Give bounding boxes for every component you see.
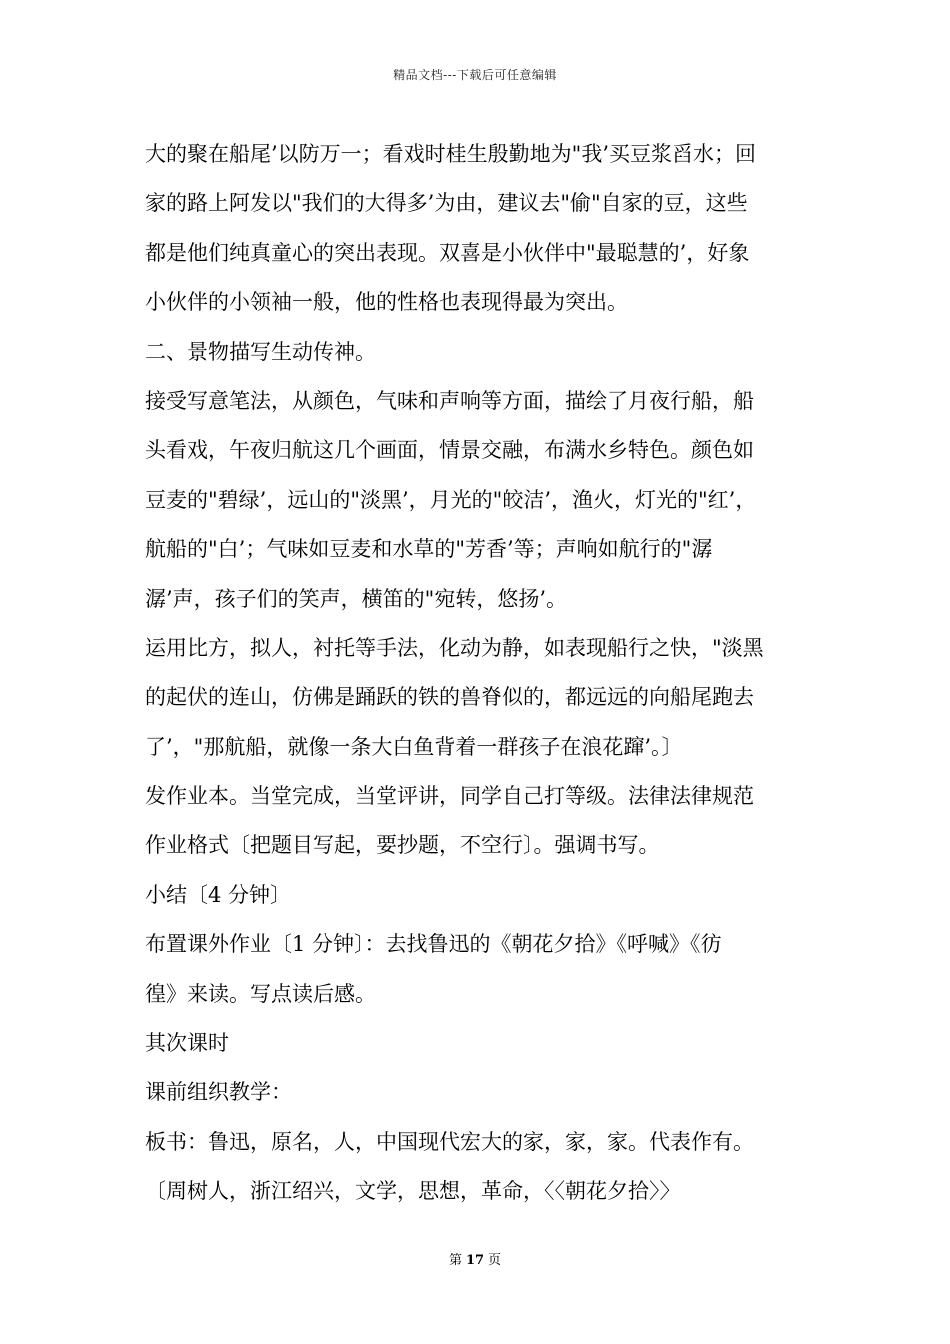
text-line: 豆麦的"碧绿’，远山的"淡黑’，月光的"皎洁’，渔火，灯光的"红’， — [145, 487, 757, 512]
page-suffix: 页 — [488, 1253, 502, 1268]
text-line: 大的聚在船尾’以防万一；看戏时桂生殷勤地为"我’买豆浆舀水；回 — [145, 142, 757, 166]
text-line: 潺’声，孩子们的笑声，横笛的"宛转，悠扬’。 — [145, 586, 568, 611]
page-footer — [0, 1249, 950, 1268]
text-line: 航船的"白’；气味如豆麦和水草的"芳香’等；声响如航行的"潺 — [145, 537, 713, 562]
page-number: 17 — [465, 1253, 485, 1268]
text-line: 课前组织教学： — [145, 1080, 292, 1105]
text-line: 头看戏，午夜归航这几个画面，情景交融，布满水乡特色。颜色如 — [145, 438, 754, 463]
text-line: 小结〔4 分钟〕 — [145, 882, 292, 907]
page-prefix: 第 — [448, 1253, 462, 1268]
text-line: 小伙伴的小领袖一般，他的性格也表现得最为突出。 — [145, 290, 628, 315]
page-header: 精品文档---下载后可任意编辑 — [393, 68, 557, 82]
text-line: 布置课外作业〔1 分钟〕：去找鲁迅的《朝花夕拾》《呼喊》《彷 — [145, 932, 722, 957]
document-body — [145, 130, 825, 1217]
section-heading: 其次课时 — [145, 1031, 229, 1056]
text-line: 都是他们纯真童心的突出表现。双喜是小伙伴中"最聪慧的’，好象 — [145, 240, 750, 265]
text-line: 发作业本。当堂完成，当堂评讲，同学自己打等级。法律法律规范 — [145, 784, 754, 809]
text-line: 了’，"那航船，就像一条大白鱼背着一群孩子在浪花蹿’。〕 — [145, 734, 683, 759]
text-line: 的起伏的连山，仿佛是踊跃的铁的兽脊似的，都远远的向船尾跑去 — [145, 685, 754, 710]
text-line: 徨》来读。写点读后感。 — [145, 981, 376, 1006]
text-line: 接受写意笔法，从颜色，气味和声响等方面，描绘了月夜行船，船 — [145, 388, 754, 413]
text-line: 板书：鲁迅，原名，人，中国现代宏大的家，家，家。代表作有。 — [145, 1129, 754, 1154]
text-line: 家的路上阿发以"我们的大得多’为由，建议去"偷"自家的豆，这些 — [145, 191, 748, 216]
text-line: 运用比方，拟人，衬托等手法，化动为静，如表现船行之快，"淡黑 — [145, 635, 764, 660]
text-line: 〔周树人，浙江绍兴，文学，思想，革命，〈〈朝花夕拾〉〉 — [145, 1179, 681, 1204]
text-line: 作业格式〔把题目写起，要抄题，不空行〕。强调书写。 — [145, 833, 660, 858]
section-heading: 二、景物描写生动传神。 — [145, 339, 376, 364]
